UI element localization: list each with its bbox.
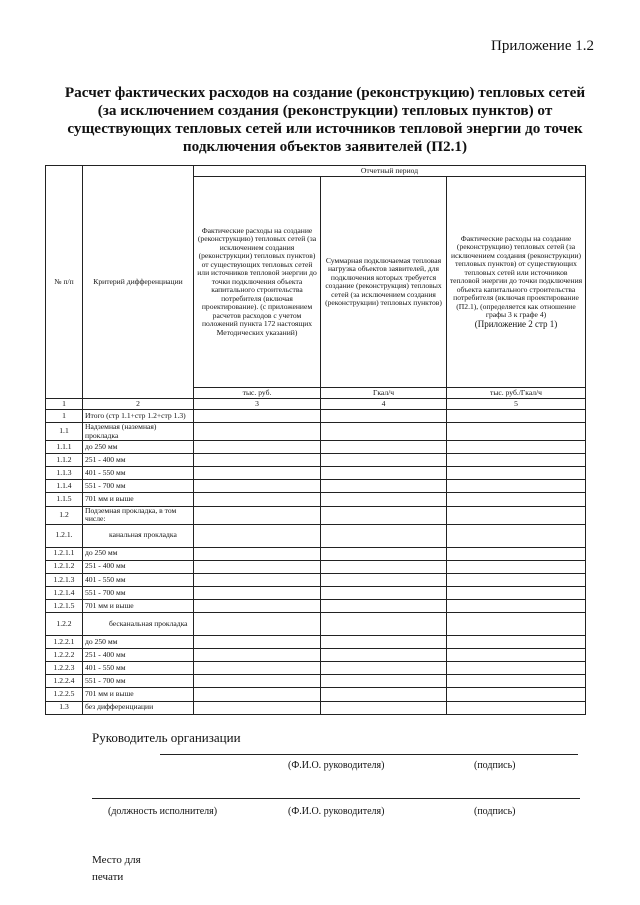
header-col3: Фактические расходы на создание (реконструкцию) тепловых сетей (за исключением создания (реконструкции) тепловых пунктов) от существующих тепловых сетей или источников тепловой энергии до точки подключения объекта капитального строительства потребителя (включая проектирование). (с приложением расчетов расходов с учетом положений пункта 172 настоящих Методических указаний) <box>194 177 321 388</box>
row-number: 1.2.2.3 <box>46 662 83 675</box>
row-criterion: до 250 мм <box>83 547 194 560</box>
table-row <box>46 586 586 599</box>
row-number: 1.2.2.4 <box>46 675 83 688</box>
value-cell-col3[interactable] <box>194 613 321 636</box>
value-cell-col3[interactable] <box>194 560 321 573</box>
row-number: 1.1 <box>46 423 83 441</box>
value-cell-col3[interactable] <box>194 506 321 524</box>
value-cell-col4[interactable] <box>321 662 447 675</box>
table-row <box>46 599 586 612</box>
value-cell-col4[interactable] <box>321 441 447 454</box>
value-cell-col4[interactable] <box>321 454 447 467</box>
table-row <box>46 613 586 636</box>
header-col4: Суммарная подключаемая тепловая нагрузка объектов заявителей, для подключения которых требуется создание (реконструкция) тепловых сетей (за исключением создания (реконструкции) тепловых пунктов) <box>321 177 447 388</box>
row-number: 1.2 <box>46 506 83 524</box>
row-criterion: до 250 мм <box>83 636 194 649</box>
executor-signature-line <box>92 798 580 799</box>
value-cell-col5[interactable] <box>447 454 586 467</box>
value-cell-col3[interactable] <box>194 573 321 586</box>
header-col5-note: (Приложение 2 стр 1) <box>474 318 558 329</box>
value-cell-col4[interactable] <box>321 467 447 480</box>
value-cell-col4[interactable] <box>321 675 447 688</box>
value-cell-col5[interactable] <box>447 410 586 423</box>
row-criterion: 701 мм и выше <box>83 688 194 701</box>
value-cell-col5[interactable] <box>447 701 586 714</box>
row-number: 1.1.5 <box>46 493 83 506</box>
row-number: 1.2.2.2 <box>46 649 83 662</box>
value-cell-col5[interactable] <box>447 675 586 688</box>
row-number: 1.2.2 <box>46 613 83 636</box>
value-cell-col4[interactable] <box>321 636 447 649</box>
table-row <box>46 547 586 560</box>
value-cell-col4[interactable] <box>321 649 447 662</box>
expenses-table <box>45 165 586 715</box>
value-cell-col5[interactable] <box>447 613 586 636</box>
row-criterion: без дифференциации <box>83 701 194 714</box>
table-row <box>46 423 586 441</box>
sign-caption-1: (подпись) <box>474 760 516 771</box>
row-number: 1.2.1.1 <box>46 547 83 560</box>
value-cell-col3[interactable] <box>194 480 321 493</box>
row-number: 1.2.1.2 <box>46 560 83 573</box>
table-row <box>46 649 586 662</box>
appendix-label: Приложение 1.2 <box>490 38 594 54</box>
row-criterion: канальная прокладка <box>83 524 194 547</box>
header-criterion: Критерий дифференциации <box>83 166 194 399</box>
value-cell-col4[interactable] <box>321 410 447 423</box>
value-cell-col5[interactable] <box>447 599 586 612</box>
sign-caption-2: (подпись) <box>474 806 516 817</box>
value-cell-col4[interactable] <box>321 506 447 524</box>
value-cell-col5[interactable] <box>447 573 586 586</box>
table-row <box>46 493 586 506</box>
row-criterion: Подземная прокладка, в том числе: <box>83 506 194 524</box>
row-criterion: 251 - 400 мм <box>83 560 194 573</box>
value-cell-col3[interactable] <box>194 662 321 675</box>
row-criterion: 701 мм и выше <box>83 493 194 506</box>
value-cell-col5[interactable] <box>447 547 586 560</box>
value-cell-col3[interactable] <box>194 547 321 560</box>
stamp-place: Место для печати <box>92 854 141 883</box>
value-cell-col3[interactable] <box>194 636 321 649</box>
value-cell-col5[interactable] <box>447 649 586 662</box>
unit-col3: тыс. руб. <box>194 388 321 399</box>
table-row <box>46 480 586 493</box>
value-cell-col3[interactable] <box>194 423 321 441</box>
table-row <box>46 573 586 586</box>
table-row <box>46 410 586 423</box>
row-number: 1.1.3 <box>46 467 83 480</box>
value-cell-col3[interactable] <box>194 410 321 423</box>
row-number: 1.1.2 <box>46 454 83 467</box>
value-cell-col3[interactable] <box>194 688 321 701</box>
value-cell-col5[interactable] <box>447 506 586 524</box>
value-cell-col5[interactable] <box>447 441 586 454</box>
colnum-4: 4 <box>321 399 447 410</box>
row-criterion: 251 - 400 мм <box>83 454 194 467</box>
value-cell-col3[interactable] <box>194 701 321 714</box>
row-number: 1.2.1. <box>46 524 83 547</box>
head-label: Руководитель организации <box>92 730 241 745</box>
value-cell-col3[interactable] <box>194 599 321 612</box>
value-cell-col5[interactable] <box>447 493 586 506</box>
colnum-2: 2 <box>83 399 194 410</box>
row-criterion: 251 - 400 мм <box>83 649 194 662</box>
row-criterion: 551 - 700 мм <box>83 675 194 688</box>
value-cell-col3[interactable] <box>194 524 321 547</box>
value-cell-col5[interactable] <box>447 560 586 573</box>
value-cell-col5[interactable] <box>447 688 586 701</box>
value-cell-col4[interactable] <box>321 547 447 560</box>
row-criterion: 401 - 550 мм <box>83 467 194 480</box>
value-cell-col5[interactable] <box>447 586 586 599</box>
row-criterion: Надземная (наземная) прокладка <box>83 423 194 441</box>
value-cell-col5[interactable] <box>447 524 586 547</box>
unit-col4: Гкал/ч <box>321 388 447 399</box>
value-cell-col3[interactable] <box>194 441 321 454</box>
header-col5-text: Фактические расходы на создание (реконструкцию) тепловых сетей (за исключением создания (реконструкции) тепловых пунктов) от существующих тепловых сетей или источников тепловой энергии до точки подключения объекта капитального строительства потребителя (включая проектирование (П2.1), (определяется как отношение графы 3 к графе 4) <box>449 233 583 320</box>
position-exec-caption: (должность исполнителя) <box>108 806 218 817</box>
table-row <box>46 506 586 524</box>
table-row <box>46 636 586 649</box>
value-cell-col4[interactable] <box>321 573 447 586</box>
value-cell-col4[interactable] <box>321 613 447 636</box>
row-number: 1.1.1 <box>46 441 83 454</box>
row-criterion: 401 - 550 мм <box>83 573 194 586</box>
value-cell-col4[interactable] <box>321 480 447 493</box>
value-cell-col5[interactable] <box>447 662 586 675</box>
row-number: 1.2.1.3 <box>46 573 83 586</box>
table-row <box>46 701 586 714</box>
table-row <box>46 560 586 573</box>
value-cell-col4[interactable] <box>321 560 447 573</box>
value-cell-col3[interactable] <box>194 493 321 506</box>
value-cell-col3[interactable] <box>194 467 321 480</box>
row-number: 1 <box>46 410 83 423</box>
header-col5 <box>447 177 586 388</box>
fio-exec-caption: (Ф.И.О. руководителя) <box>288 806 385 817</box>
value-cell-col4[interactable] <box>321 701 447 714</box>
document-title: Расчет фактических расходов на создание (реконструкцию) тепловых сетей (за исключением создания (реконструкции) тепловых пунктов) от существующих тепловых сетей или источников тепловой энергии до точек подключения объектов заявителей (П2.1) <box>64 84 586 155</box>
value-cell-col3[interactable] <box>194 649 321 662</box>
table-row <box>46 675 586 688</box>
value-cell-col3[interactable] <box>194 675 321 688</box>
row-criterion: Итого (стр 1.1+стр 1.2+стр 1.3) <box>83 410 194 423</box>
header-num: № п/п <box>46 166 83 399</box>
row-criterion: 551 - 700 мм <box>83 586 194 599</box>
head-signature-line <box>160 754 578 755</box>
column-numbers-row <box>46 399 586 410</box>
value-cell-col5[interactable] <box>447 636 586 649</box>
value-cell-col4[interactable] <box>321 524 447 547</box>
value-cell-col5[interactable] <box>447 423 586 441</box>
value-cell-col3[interactable] <box>194 586 321 599</box>
value-cell-col4[interactable] <box>321 599 447 612</box>
colnum-3: 3 <box>194 399 321 410</box>
row-number: 1.2.2.1 <box>46 636 83 649</box>
table-row <box>46 441 586 454</box>
row-criterion: 701 мм и выше <box>83 599 194 612</box>
value-cell-col4[interactable] <box>321 493 447 506</box>
row-number: 1.2.2.5 <box>46 688 83 701</box>
fio-head-caption: (Ф.И.О. руководителя) <box>288 760 385 771</box>
unit-col5: тыс. руб./Гкал/ч <box>447 388 586 399</box>
table-row <box>46 454 586 467</box>
colnum-5: 5 <box>447 399 586 410</box>
row-criterion: бесканальная прокладка <box>83 613 194 636</box>
row-criterion: 551 - 700 мм <box>83 480 194 493</box>
table-row <box>46 467 586 480</box>
row-number: 1.3 <box>46 701 83 714</box>
header-period: Отчетный период <box>194 166 586 177</box>
value-cell-col5[interactable] <box>447 480 586 493</box>
row-criterion: 401 - 550 мм <box>83 662 194 675</box>
table-row <box>46 524 586 547</box>
row-number: 1.1.4 <box>46 480 83 493</box>
row-number: 1.2.1.5 <box>46 599 83 612</box>
row-number: 1.2.1.4 <box>46 586 83 599</box>
row-criterion: до 250 мм <box>83 441 194 454</box>
value-cell-col5[interactable] <box>447 467 586 480</box>
colnum-1: 1 <box>46 399 83 410</box>
table-row <box>46 662 586 675</box>
value-cell-col3[interactable] <box>194 454 321 467</box>
value-cell-col4[interactable] <box>321 423 447 441</box>
value-cell-col4[interactable] <box>321 586 447 599</box>
table-row <box>46 688 586 701</box>
value-cell-col4[interactable] <box>321 688 447 701</box>
